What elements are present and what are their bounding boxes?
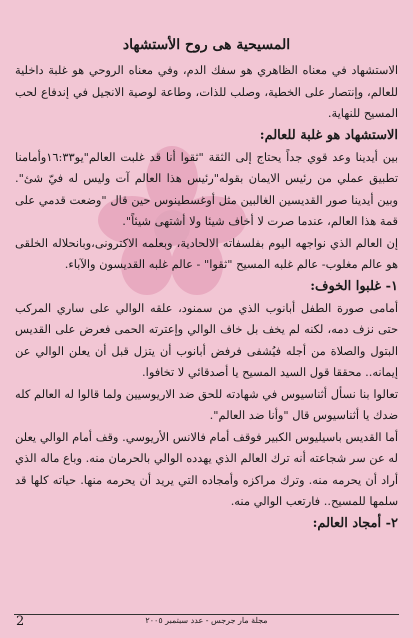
heading-overcame-fear: ١- غلبوا الخوف: bbox=[310, 278, 398, 294]
paragraph-world-today: إن العالم الذي نواجهه اليوم بفلسفاته الالحادية، وبعلمه الاكترونى،وبانحلاله الخلقى هو عالم مغلوب- عالم غلبه المسيح "ثقوا" - عالم غلبه القديسون والآباء. bbox=[15, 235, 398, 271]
paragraph-intro: الاستشهاد في معناه الظاهري هو سفك الدم، وفي معناه الروحي هو غلبة داخلية للعالم، وإنتصار على الخطية، وصلب للذات، وطاعة لوصية الانجيل في إندفاع لحب المسيح للنهاية. bbox=[15, 63, 398, 120]
paragraph-abanoub: أمامى صورة الطفل أبانوب الذي من سمنود، علقه الوالي على ساري المركب حتى نزف دمه، لكنه لم يخف بل خاف الوالي وإعترته الحمى فعرض على القديس البتول والصلاة من أجله فيُشفى فرفض أبانوب أن يتزل قبل أن يعلن الوالي عن إيمانه.. محققا قول السيد المسيح يا أصدقائي لا تخافوا. bbox=[15, 300, 398, 379]
page-title: المسيحية هى روح الأستشهاد bbox=[122, 37, 291, 53]
article bbox=[15, 8, 398, 535]
paragraph-basil: أما القديس باسيليوس الكبير فوقف أمام فالانس الأريوسي. وقف أمام الوالي يعلن له عن سر شجاعته أنه ترك العالم الذي يهدده الوالي بالحرمان منه. وباع ماله الذي أراد أن يحرمه منه. وترك مراكزه وأمجاده التي يريد أن يحرمه منها. حياته كلها قد سلمها للمسيح.. فارتعب الوالي منه. bbox=[15, 429, 398, 508]
footer-divider bbox=[14, 614, 399, 615]
paragraph-athanasius: تعالوا بنا نسأل أثناسيوس في شهادته للحق ضد الاريوسيين ولما قالوا له العالم كله ضدك يا أثناسيوس قال "وأنا ضد العالم". bbox=[15, 386, 398, 422]
heading-victory-over-world: الاستشهاد هو غلبة للعالم: bbox=[259, 127, 398, 143]
page-number: 2 bbox=[16, 614, 25, 629]
paragraph-promise: بين أيدينا وعد قوي جداً يحتاج إلى الثقة "ثقوا أنا قد غلبت العالم"يو١٦:٣٣وأمامنا تطبيق عملي من رئيس الايمان بقوله"رئيس هذا العالم آت وليس له فيّ شئ". وبين أيدينا صور القديسين الغالبين مثل أوغسطينوس حين قال "وضعت قدمي على قمة هذا العالم، عندما صرت لا أخاف شيئا ولا أشتهى شيئاً". bbox=[15, 149, 398, 228]
heading-world-glories: ٢- أمجاد العالم: bbox=[312, 515, 398, 531]
publication-footer: مجلة مار جرجس - عدد سبتمبر ٢٠٠٥ bbox=[145, 616, 268, 625]
